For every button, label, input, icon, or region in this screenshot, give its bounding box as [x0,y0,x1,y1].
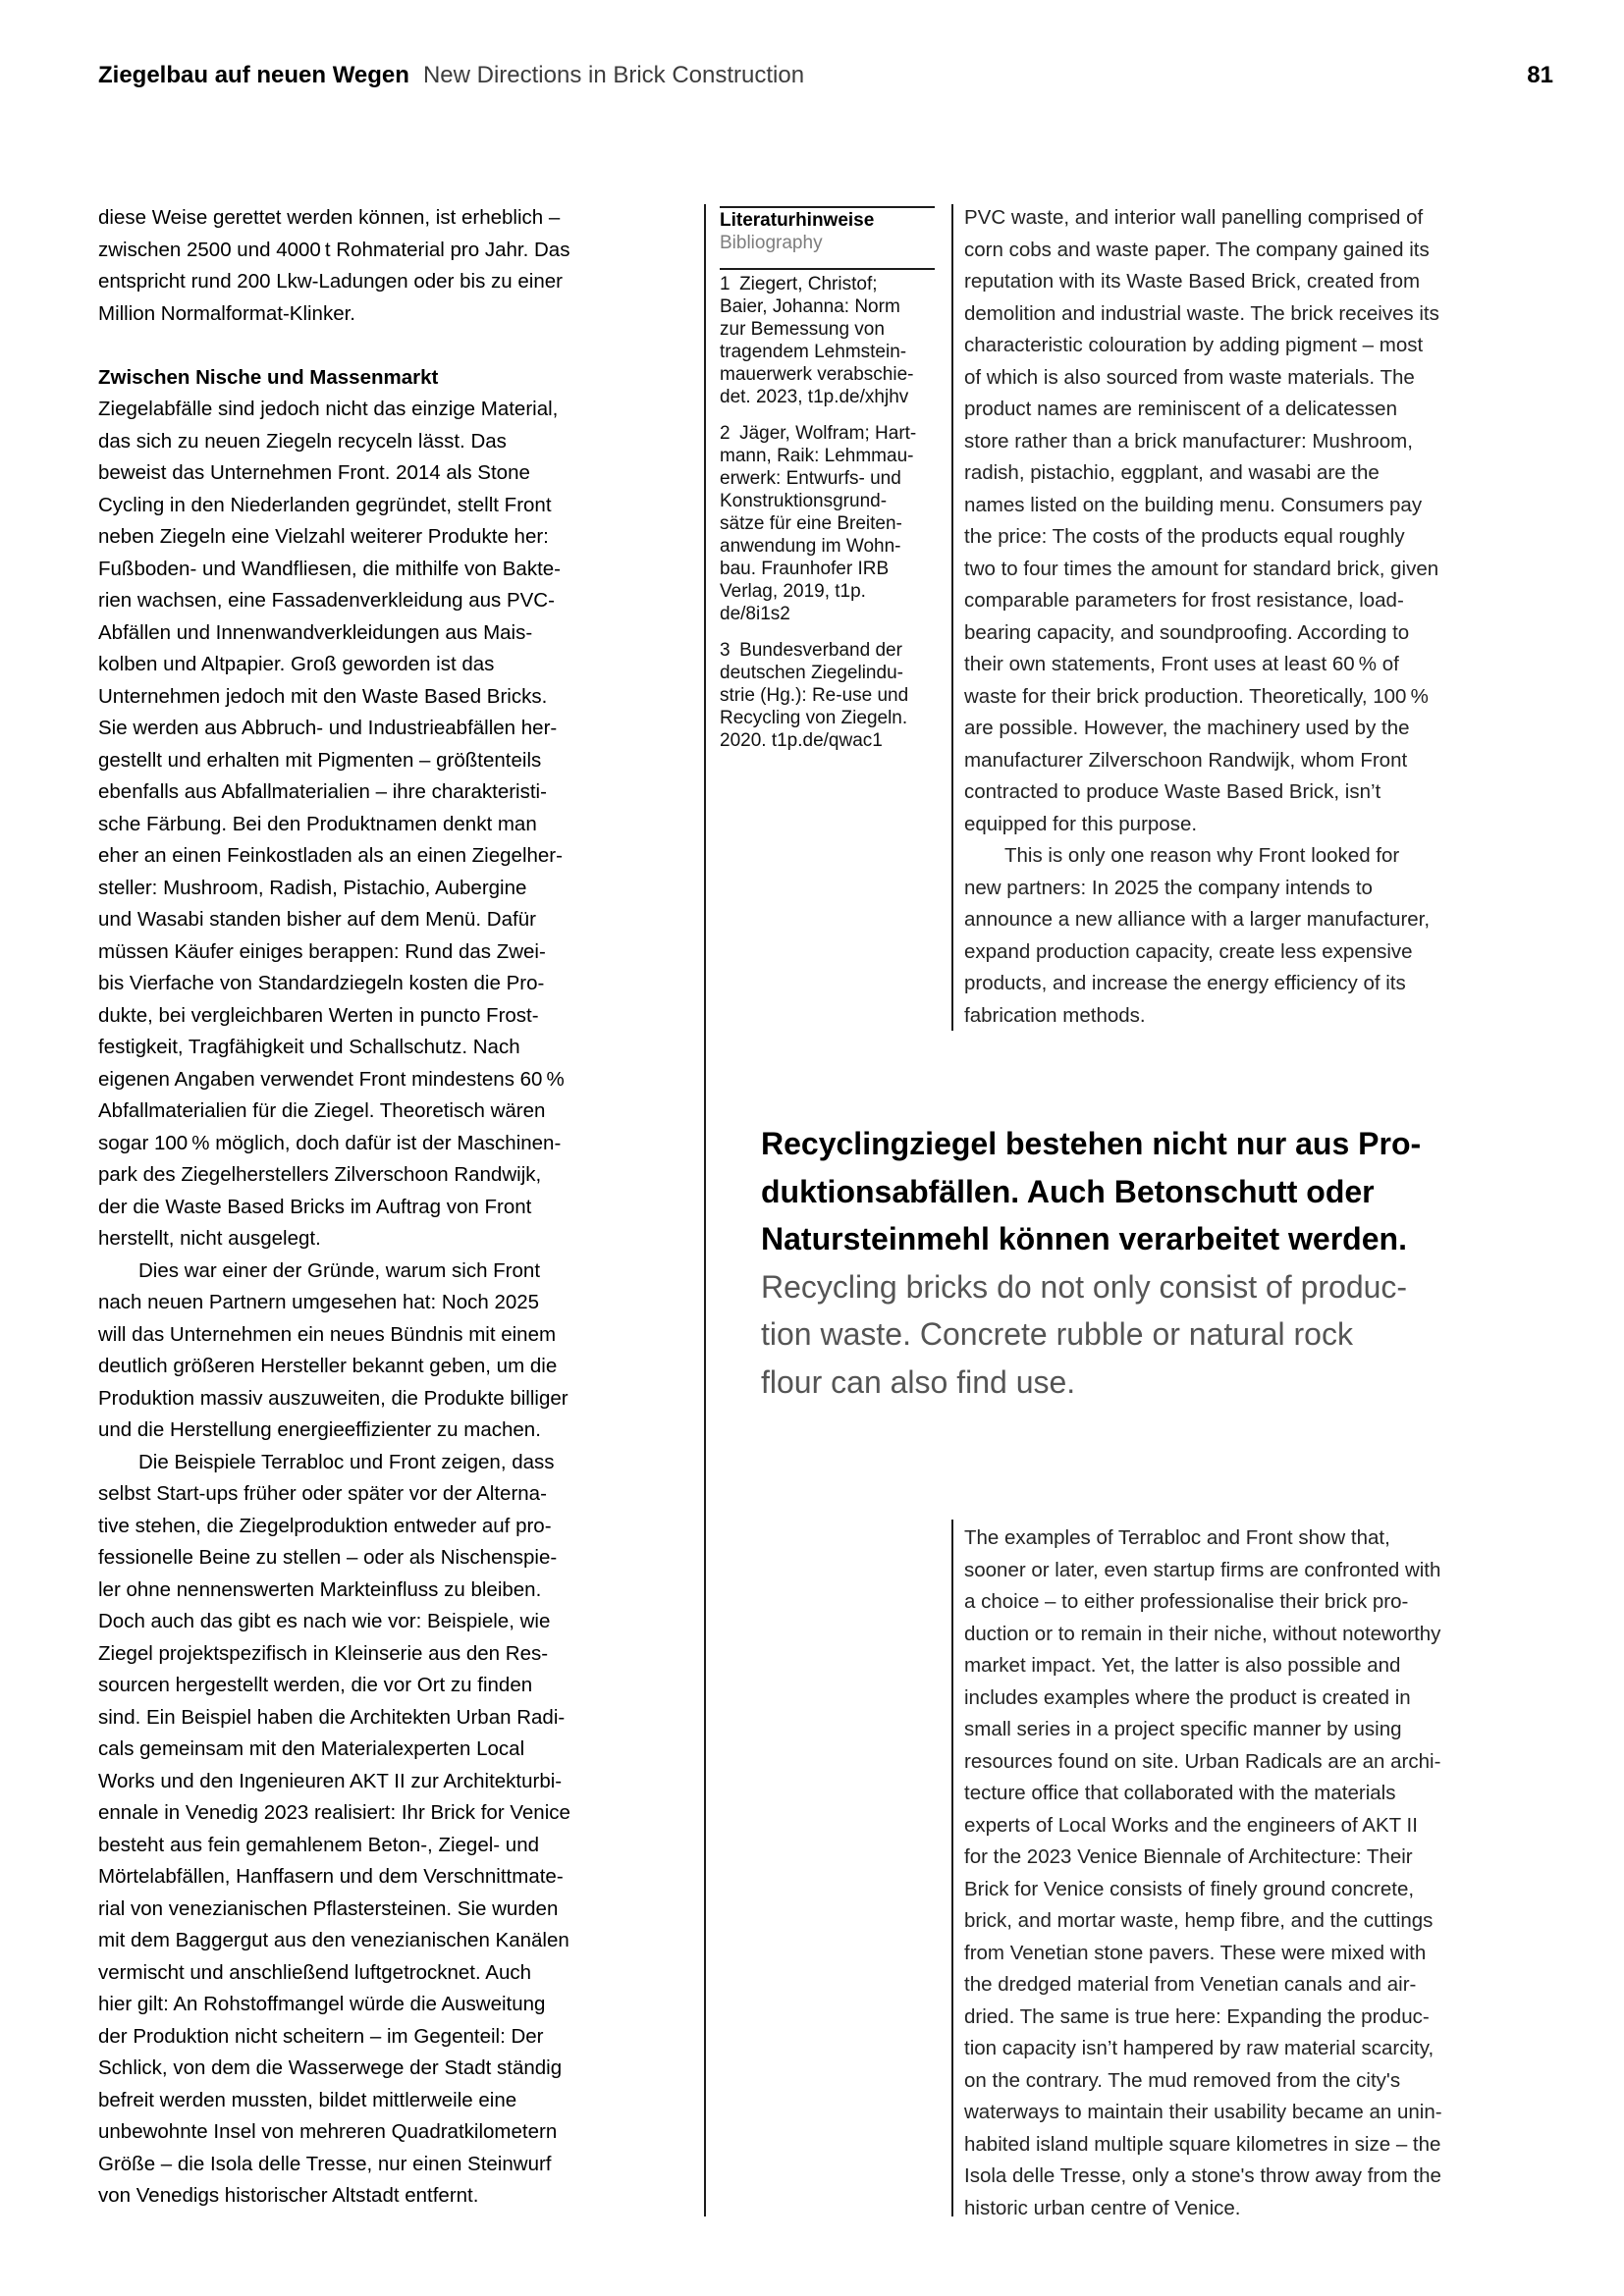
bibliography-entry: 2 Jäger, Wolfram; Hart- mann, Raik: Lehmmau- erwerk: Entwurfs- und Konstruktionsgrund- sätze für eine Breiten- anwendung im Wohn- bau. Fraunhofer IRB Verlag, 2019, t1p. de/8i1s2 [720,423,917,624]
german-intro-paragraph: diese Weise gerettet werden können, ist erheblich – zwischen 2500 und 4000 t Rohmaterial pro Jahr. Das entspricht rund 200 Lkw-Ladungen oder bis zu einer Million Normalformat-Klinker. [98,206,570,325]
page-number: 81 [1527,62,1553,88]
running-title-german: Ziegelbau auf neuen Wegen [98,62,409,88]
bibliography-entry: 1 Ziegert, Christof; Baier, Johanna: Norm zur Bemessung von tragendem Lehmstein- mauerwerk verabschie- det. 2023, t1p.de/xhjhv [720,274,914,407]
running-title-english: New Directions in Brick Construction [422,62,805,88]
german-body-paragraphs: Ziegelabfälle sind jedoch nicht das einzige Material, das sich zu neuen Ziegeln recyceln lässt. Das beweist das Unternehmen Front. 2014 als Stone Cycling in den Niederlanden gegründet, stellt Front neben Ziegeln eine Vielzahl weiterer Produkte her: Fußboden- und Wandfliesen, die mithilfe von Bakte- rien wachsen, eine Fassadenverkleidung aus PVC- Abfällen und Innenwandverkleidungen aus Mais- kolben und Altpapier. Groß geworden ist das Unternehmen jedoch mit den Waste Based Bricks. Sie werden aus Abbruch- und Industrieabfällen her- gestellt und erhalten mit Pigmenten – größtenteils ebenfalls aus Abfallmaterialien – ihre charakteristi- sche Färbung. Bei den Produktnamen denkt man eher an einen Feinkostladen als an einen Ziegelher- steller: Mushroom, Radish, Pistachio, Aubergine und Wasabi standen bisher auf dem Menü. Dafür müssen Käufer einiges berappen: Rund das Zwei- bis Vierfache von Standardziegeln kosten die Pro- dukte, bei vergleichbaren Werten in puncto Frost- festigkeit, Tragfähigkeit und Schallschutz. Nach eigenen Angaben verwendet Front mindestens 60 % Abfallmaterialien für die Ziegel. Theoretisch wären sogar 100 % möglich, doch dafür ist der Maschinen- park des Ziegelherstellers Zilverschoon Randwijk, der die Waste Based Bricks im Auftrag von Front herstellt, nicht ausgelegt. Dies war einer der Gründe, warum sich Front nach neuen Partnern umgesehen hat: Noch 2025 will das Unternehmen ein neues Bündnis mit einem deutlich größeren Hersteller bekannt geben, um die Produktion massiv auszuweiten, die Produkte billiger und die Herstellung energieeffizienter zu machen. Die Beispiele Terrabloc und Front zeigen, dass selbst Start-ups früher oder später vor der Alterna- tive stehen, die Ziegelproduktion entweder auf pro- fessionelle Beine zu stellen – oder als Nischenspie- ler ohne nennenswerten Markteinfluss zu bleiben. Doch auch das gibt es nach wie vor: Beispiele, wie Ziegel projektspezifisch in Kleinserie aus den Res- sourcen hergestellt werden, die vor Ort zu finden sind. Ein Beispiel haben die Architekten Urban Radi- cals gemeinsam mit den Materialexperten Local Works und den Ingenieuren AKT II zur Architekturbi- ennale in Venedig 2023 realisiert: Ihr Brick for Venice besteht aus fein gemahlenem Beton-, Ziegel- und Mörtelabfällen, Hanffasern und dem Verschnittmate- rial von venezianischen Pflastersteinen. Sie wurden mit dem Baggergut aus den venezianischen Kanälen vermischt und anschließend luftgetrocknet. Auch hier gilt: An Rohstoffmangel würde die Ausweitung der Produktion nicht scheitern – im Gegenteil: Der Schlick, von dem die Wasserwege der Stadt ständig befreit werden mussten, bildet mittlerweile eine unbewohnte Insel von mehreren Quadratkilometern Größe – die Isola delle Tresse, nur einen Steinwurf von Venedigs historischer Altstadt entfernt. [98,398,570,2207]
bibliography-rule-bottom [720,268,935,270]
column-divider-left [704,204,706,2216]
german-text-column [98,202,628,2213]
english-text-column-bottom: The examples of Terrabloc and Front show that, sooner or later, even startup firms are confronted with a choice – to either professionalise their brick pro- duction or to remain in their niche, without noteworthy market impact. Yet, the latter is also possible and includes examples where the product is created in small series in a project specific manner by using resources found on site. Urban Radicals are an archi- tecture office that collaborated with the materials experts of Local Works and the engineers of AKT II for the 2023 Venice Biennale of Architecture: Their Brick for Venice consists of finely ground concrete, brick, and mortar waste, hemp fibre, and the cuttings from Venetian stone pavers. These were mixed with the dredged material from Venetian canals and air- dried. The same is true here: Expanding the produc- tion capacity isn’t hampered by raw material scarcity, on the contrary. The mud removed from the city's waterways to maintain their usability became an unin- habited island multiple square kilometres in size – the Isola delle Tresse, only a stone's throw away from the historic urban centre of Venice. [964,1526,1442,2219]
bibliography-panel [720,206,935,766]
column-divider-right-bottom [951,1520,953,2216]
section-heading: Zwischen Nische und Massenmarkt [98,365,439,389]
page-header [98,61,1553,90]
bibliography-header [720,208,935,268]
column-divider-right-top [951,204,953,1031]
bibliography-entries [720,273,935,752]
bibliography-entry: 3 Bundesverband der deutschen Ziegelindu- strie (Hg.): Re-use und Recycling von Ziegeln. 2020. t1p.de/qwac1 [720,640,909,751]
pull-quote-german: Recyclingziegel bestehen nicht nur aus Pro- duktionsabfällen. Auch Betonschutt oder Natursteinmehl können verarbeitet werden. [761,1126,1422,1256]
pull-quote-english: Recycling bricks do not only consist of produc- tion waste. Concrete rubble or natural rock flour can also find use. [761,1268,1408,1400]
english-text-column-top: PVC waste, and interior wall panelling comprised of corn cobs and waste paper. The company gained its reputation with its Waste Based Brick, created from demolition and industrial waste. The brick receives its characteristic colouration by adding pigment – most of which is also sourced from waste materials. The product names are reminiscent of a delicatessen store rather than a brick manufacturer: Mushroom, radish, pistachio, eggplant, and wasabi are the names listed on the building menu. Consumers pay the price: The costs of the products equal roughly two to four times the amount for standard brick, given comparable parameters for frost resistance, load- bearing capacity, and soundproofing. According to their own statements, Front uses at least 60 % of waste for their brick production. Theoretically, 100 % are possible. However, the machinery used by the manufacturer Zilverschoon Randwijk, whom Front contracted to produce Waste Based Brick, isn’t equipped for this purpose. This is only one reason why Front looked for new partners: In 2025 the company intends to announce a new alliance with a larger manufacturer, expand production capacity, create less expensive products, and increase the energy efficiency of its fabrication methods. [964,206,1439,1027]
pull-quote [761,1120,1556,1406]
bibliography-title-english: Bibliography [720,232,823,253]
bibliography-title-german: Literaturhinweise [720,210,875,231]
